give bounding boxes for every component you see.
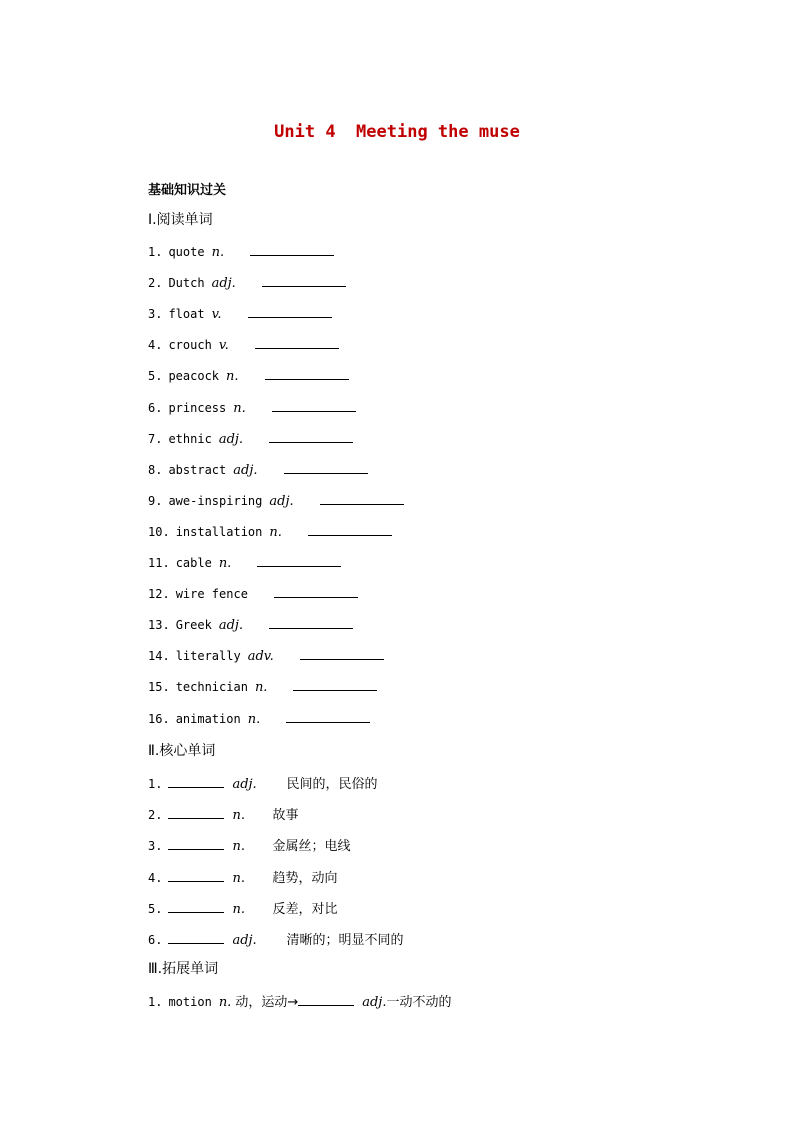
answer-blank[interactable]: [293, 678, 377, 691]
item-word: Greek: [175, 618, 212, 633]
item-number: 15.: [148, 680, 170, 695]
reading-word-item: [148, 274, 346, 291]
answer-blank[interactable]: [274, 585, 358, 598]
part-of-speech: n.: [269, 524, 282, 540]
reading-word-item: [148, 554, 341, 571]
answer-blank[interactable]: [248, 305, 332, 318]
reading-word-item: [148, 336, 339, 353]
answer-blank[interactable]: [286, 710, 370, 723]
section-basic-heading: 基础知识过关: [148, 183, 227, 198]
answer-blank[interactable]: [265, 367, 349, 380]
reading-word-item: [148, 367, 349, 384]
item-number: 2.: [148, 276, 163, 291]
answer-blank[interactable]: [168, 775, 224, 788]
core-word-item: [148, 867, 337, 886]
item-number: 4.: [148, 870, 163, 885]
extended-word-item: [148, 991, 452, 1010]
part-of-speech: n.: [233, 400, 246, 416]
chinese-meaning: 动，运动→: [235, 995, 299, 1010]
item-word: motion: [168, 995, 212, 1009]
part-of-speech: adj.: [232, 933, 257, 948]
part-of-speech: adj.: [211, 276, 236, 292]
reading-word-item: [148, 710, 370, 727]
reading-word-item: [148, 492, 404, 509]
section2-heading: Ⅱ.核心单词: [148, 743, 216, 759]
answer-blank[interactable]: [255, 336, 339, 349]
item-number: 7.: [148, 431, 163, 446]
answer-blank[interactable]: [300, 647, 384, 660]
part-of-speech: adj.: [233, 462, 258, 478]
item-number: 3.: [148, 307, 163, 322]
part-of-speech: n.: [218, 556, 232, 571]
answer-blank[interactable]: [168, 837, 224, 850]
part-of-speech: n.: [232, 870, 245, 886]
core-word-item: [148, 929, 403, 948]
item-word: Dutch: [168, 276, 205, 291]
item-number: 6.: [148, 400, 163, 415]
answer-blank[interactable]: [284, 461, 368, 474]
item-number: 1.: [148, 777, 163, 791]
item-number: 11.: [148, 556, 170, 570]
item-word: abstract: [168, 462, 227, 477]
item-number: 13.: [148, 618, 170, 633]
core-word-item: [148, 804, 298, 823]
chinese-meaning: 清晰的；明显不同的: [286, 933, 404, 948]
reading-word-item: [148, 461, 368, 478]
reading-word-item: [148, 523, 392, 540]
section1-heading: Ⅰ.阅读单词: [148, 212, 213, 228]
item-word: cable: [175, 556, 212, 570]
answer-blank[interactable]: [272, 399, 356, 412]
item-number: 4.: [148, 338, 163, 353]
item-number: 14.: [148, 649, 170, 664]
part-of-speech: n.: [232, 901, 245, 917]
item-number: 5.: [148, 901, 163, 916]
item-number: 8.: [148, 462, 163, 477]
item-word: crouch: [168, 338, 212, 353]
part-of-speech: adj.: [218, 618, 244, 634]
part-of-speech: adj.: [269, 493, 294, 509]
item-number: 3.: [148, 839, 163, 854]
part-of-speech: adj.: [218, 431, 244, 447]
item-number: 5.: [148, 369, 163, 384]
item-word: float: [168, 307, 205, 322]
answer-blank[interactable]: [269, 430, 353, 443]
item-number: 1.: [148, 995, 163, 1009]
item-number: 16.: [148, 711, 170, 726]
part-of-speech: adj.: [362, 995, 387, 1010]
answer-blank[interactable]: [250, 243, 334, 256]
item-word: princess: [168, 400, 227, 415]
answer-blank[interactable]: [168, 900, 224, 913]
chinese-meaning: 反差，对比: [272, 901, 338, 917]
chinese-meaning: 金属丝；电线: [272, 839, 351, 855]
part-of-speech: n.: [218, 995, 232, 1010]
item-word: wire fence: [175, 587, 248, 602]
reading-word-item: [148, 243, 334, 260]
reading-word-item: [148, 585, 358, 601]
part-of-speech: adv.: [247, 649, 274, 665]
part-of-speech: n.: [247, 711, 261, 727]
chinese-meaning: 趋势，动向: [272, 870, 338, 886]
core-word-item: [148, 835, 350, 854]
answer-blank[interactable]: [168, 869, 224, 882]
section3-heading: Ⅲ.拓展单词: [148, 961, 219, 977]
reading-word-item: [148, 399, 356, 416]
part-of-speech: n.: [211, 245, 225, 260]
item-number: 10.: [148, 524, 170, 539]
part-of-speech: n.: [232, 808, 245, 824]
page-title: Unit 4 Meeting the muse: [274, 122, 520, 142]
answer-blank[interactable]: [269, 616, 353, 629]
chinese-meaning: 故事: [272, 808, 299, 824]
part-of-speech: n.: [226, 369, 239, 385]
chinese-meaning: 民间的，民俗的: [286, 777, 378, 792]
reading-word-item: [148, 647, 384, 664]
part-of-speech: v.: [218, 338, 229, 354]
item-number: 12.: [148, 587, 170, 602]
answer-blank[interactable]: [168, 931, 224, 944]
item-word: awe-inspiring: [168, 493, 263, 508]
item-word: installation: [175, 524, 263, 539]
item-number: 2.: [148, 808, 163, 823]
item-word: animation: [175, 711, 241, 726]
answer-blank[interactable]: [262, 274, 346, 287]
item-word: technician: [175, 680, 248, 695]
core-word-item: [148, 773, 377, 792]
answer-blank[interactable]: [320, 492, 404, 505]
item-number: 6.: [148, 933, 163, 947]
reading-word-item: [148, 678, 377, 695]
reading-word-item: [148, 616, 353, 633]
part-of-speech: n.: [254, 680, 268, 696]
item-word: literally: [175, 649, 241, 664]
chinese-meaning: 一动不动的: [386, 995, 452, 1010]
part-of-speech: n.: [232, 839, 245, 855]
core-word-item: [148, 898, 337, 917]
part-of-speech: v.: [211, 307, 222, 323]
reading-word-item: [148, 430, 353, 447]
reading-word-item: [148, 305, 332, 322]
part-of-speech: adj.: [232, 777, 257, 792]
item-word: peacock: [168, 369, 220, 384]
answer-blank[interactable]: [298, 993, 354, 1006]
item-word: ethnic: [168, 431, 212, 446]
item-number: 9.: [148, 493, 163, 508]
answer-blank[interactable]: [257, 554, 341, 567]
answer-blank[interactable]: [168, 806, 224, 819]
item-number: 1.: [148, 245, 163, 259]
answer-blank[interactable]: [308, 523, 392, 536]
item-word: quote: [168, 245, 205, 259]
